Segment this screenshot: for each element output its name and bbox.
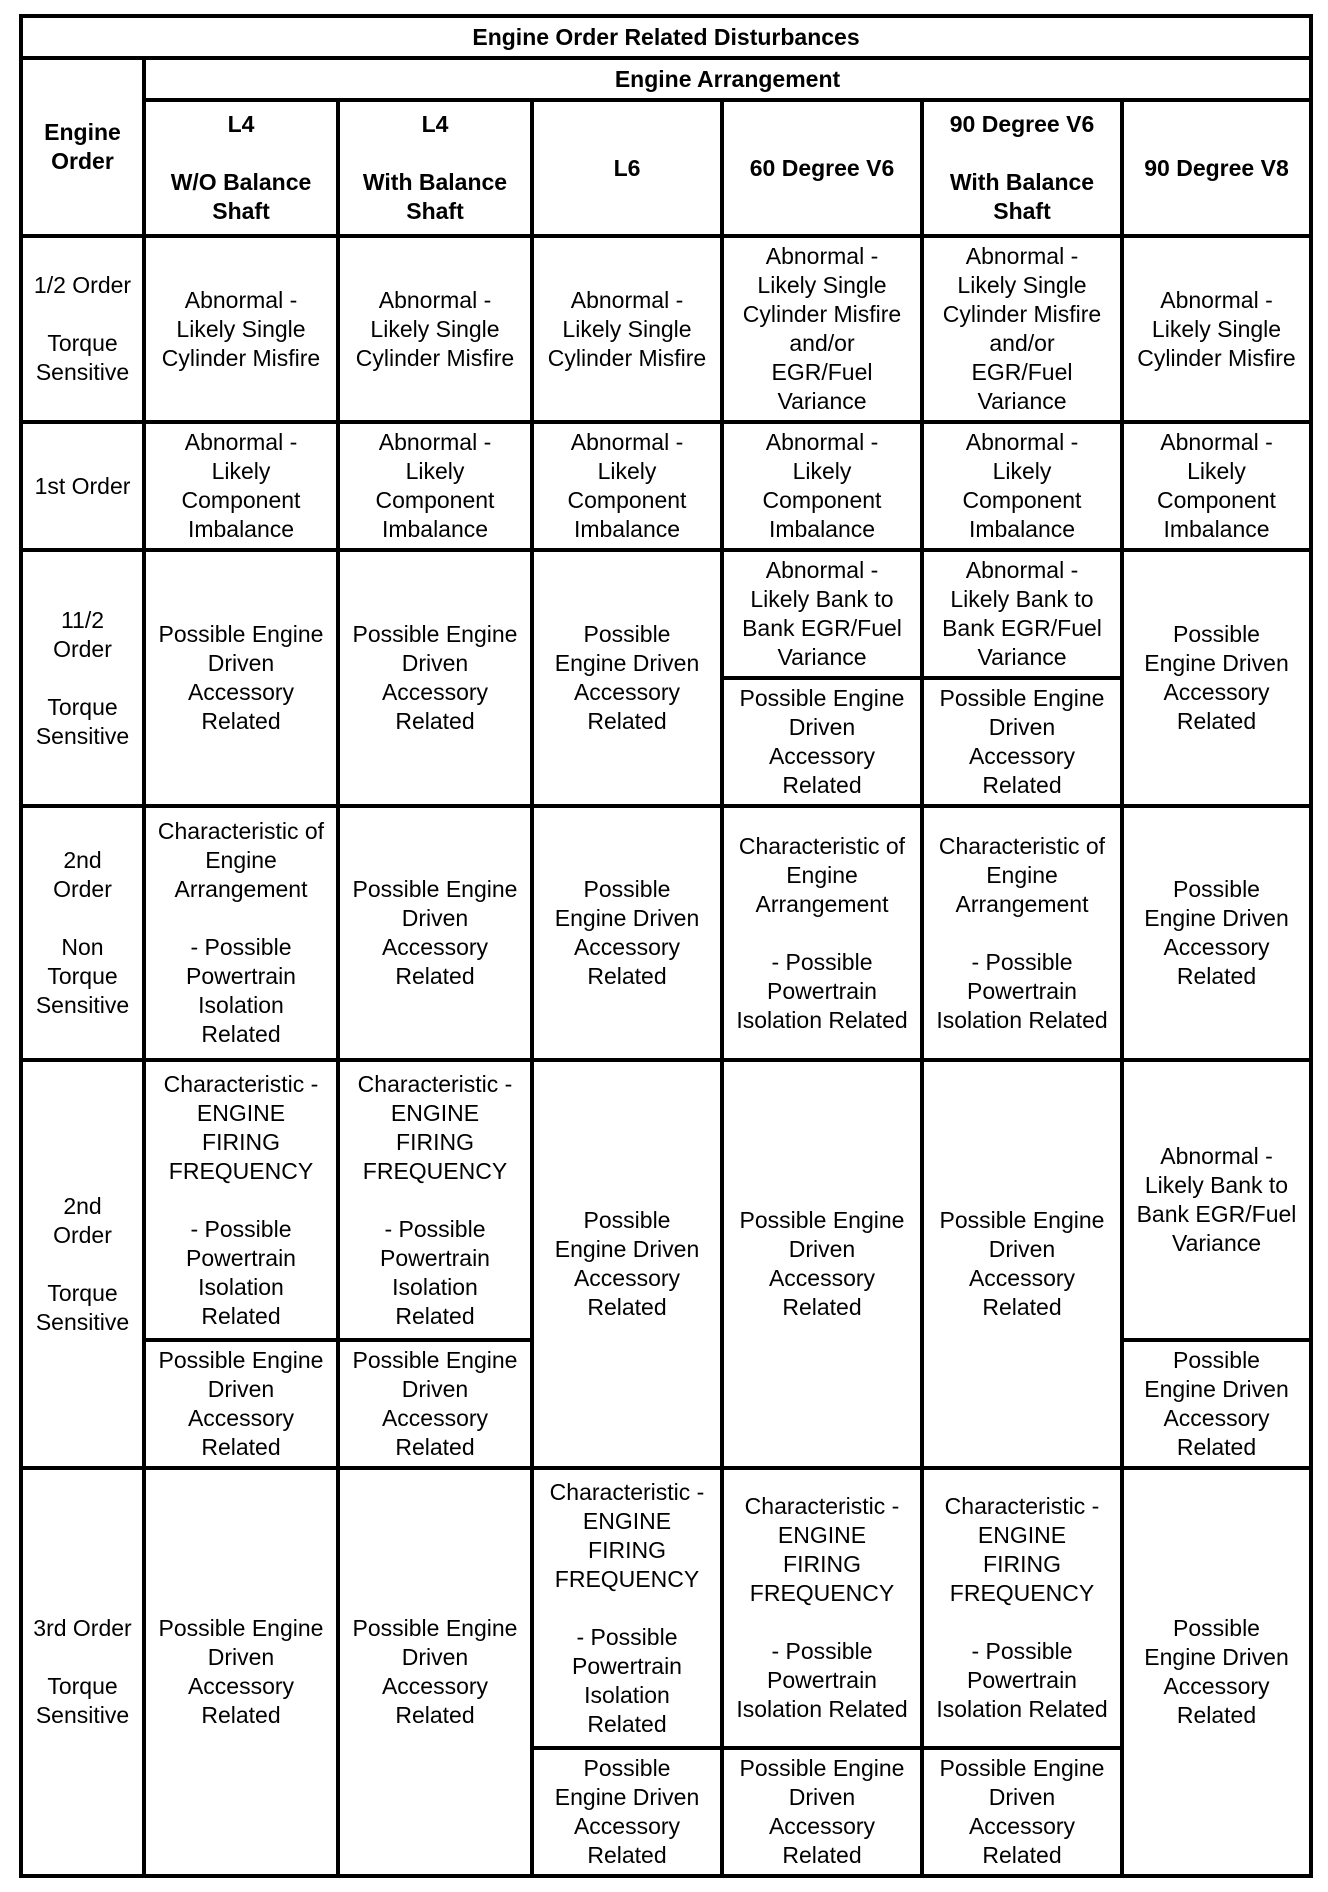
table-cell: Possible Engine Driven Accessory Related [722, 1748, 922, 1876]
table-cell: Possible Engine Driven Accessory Related [338, 550, 532, 806]
column-header-90-degree-v8: 90 Degree V8 [1122, 100, 1311, 236]
table-cell: Abnormal - Likely Single Cylinder Misfire and/or EGR/Fuel Variance [722, 236, 922, 422]
table-cell: Abnormal - Likely Component Imbalance [722, 422, 922, 550]
table-cell: Possible Engine Driven Accessory Related [922, 678, 1122, 806]
row-label-third-order: 3rd Order Torque Sensitive [21, 1468, 144, 1876]
table-cell: Abnormal - Likely Bank to Bank EGR/Fuel Variance [922, 550, 1122, 678]
table-cell: Abnormal - Likely Bank to Bank EGR/Fuel Variance [1122, 1060, 1311, 1340]
table-cell: Possible Engine Driven Accessory Related [532, 806, 722, 1060]
table-cell: Abnormal - Likely Single Cylinder Misfire [532, 236, 722, 422]
column-header-60-degree-v6: 60 Degree V6 [722, 100, 922, 236]
table-cell: Characteristic of Engine Arrangement - Possible Powertrain Isolation Related [722, 806, 922, 1060]
row-label-first-order: 1st Order [21, 422, 144, 550]
table-cell: Abnormal - Likely Component Imbalance [532, 422, 722, 550]
table-cell: Abnormal - Likely Component Imbalance [922, 422, 1122, 550]
row-label-second-order-non-torque: 2nd Order Non Torque Sensitive [21, 806, 144, 1060]
engine-order-table [19, 14, 1313, 1878]
table-cell: Abnormal - Likely Single Cylinder Misfire [338, 236, 532, 422]
table-cell: Characteristic - ENGINE FIRING FREQUENCY - Possible Powertrain Isolation Related [532, 1468, 722, 1748]
table-cell: Characteristic of Engine Arrangement - Possible Powertrain Isolation Related [144, 806, 338, 1060]
table-cell: Possible Engine Driven Accessory Related [1122, 1340, 1311, 1468]
table-cell: Abnormal - Likely Bank to Bank EGR/Fuel Variance [722, 550, 922, 678]
table-cell: Abnormal - Likely Component Imbalance [338, 422, 532, 550]
table-cell: Characteristic of Engine Arrangement - Possible Powertrain Isolation Related [922, 806, 1122, 1060]
table-cell: Possible Engine Driven Accessory Related [338, 1468, 532, 1876]
table-cell: Characteristic - ENGINE FIRING FREQUENCY - Possible Powertrain Isolation Related [922, 1468, 1122, 1748]
column-header-l4-wo-balance: L4 W/O Balance Shaft [144, 100, 338, 236]
column-header-l4-with-balance: L4 With Balance Shaft [338, 100, 532, 236]
table-cell: Abnormal - Likely Single Cylinder Misfire [1122, 236, 1311, 422]
row-label-second-order-torque: 2nd Order Torque Sensitive [21, 1060, 144, 1468]
table-cell: Possible Engine Driven Accessory Related [922, 1060, 1122, 1468]
table-cell: Characteristic - ENGINE FIRING FREQUENCY - Possible Powertrain Isolation Related [144, 1060, 338, 1340]
table-cell: Possible Engine Driven Accessory Related [144, 550, 338, 806]
table-cell: Possible Engine Driven Accessory Related [922, 1748, 1122, 1876]
table-title: Engine Order Related Disturbances [21, 16, 1311, 58]
table-cell: Characteristic - ENGINE FIRING FREQUENCY - Possible Powertrain Isolation Related [338, 1060, 532, 1340]
column-header-l6: L6 [532, 100, 722, 236]
table-cell: Abnormal - Likely Component Imbalance [1122, 422, 1311, 550]
table-cell: Possible Engine Driven Accessory Related [338, 1340, 532, 1468]
table-cell: Possible Engine Driven Accessory Related [144, 1340, 338, 1468]
table-cell: Possible Engine Driven Accessory Related [722, 1060, 922, 1468]
table-cell: Possible Engine Driven Accessory Related [532, 1748, 722, 1876]
row-label-one-and-half-order: 11/2 Order Torque Sensitive [21, 550, 144, 806]
table-cell: Possible Engine Driven Accessory Related [144, 1468, 338, 1876]
engine-arrangement-header: Engine Arrangement [144, 58, 1311, 100]
column-header-90-degree-v6: 90 Degree V6 With Balance Shaft [922, 100, 1122, 236]
table-cell: Abnormal - Likely Single Cylinder Misfire [144, 236, 338, 422]
table-cell: Possible Engine Driven Accessory Related [1122, 1468, 1311, 1876]
document-page [19, 14, 1309, 1876]
table-cell: Possible Engine Driven Accessory Related [338, 806, 532, 1060]
table-cell: Abnormal - Likely Single Cylinder Misfire and/or EGR/Fuel Variance [922, 236, 1122, 422]
table-cell: Possible Engine Driven Accessory Related [722, 678, 922, 806]
row-label-half-order: 1/2 Order Torque Sensitive [21, 236, 144, 422]
table-cell: Possible Engine Driven Accessory Related [1122, 550, 1311, 806]
table-cell: Characteristic - ENGINE FIRING FREQUENCY - Possible Powertrain Isolation Related [722, 1468, 922, 1748]
table-cell: Possible Engine Driven Accessory Related [1122, 806, 1311, 1060]
table-cell: Possible Engine Driven Accessory Related [532, 550, 722, 806]
table-cell: Possible Engine Driven Accessory Related [532, 1060, 722, 1468]
engine-order-header: Engine Order [21, 58, 144, 236]
table-cell: Abnormal - Likely Component Imbalance [144, 422, 338, 550]
